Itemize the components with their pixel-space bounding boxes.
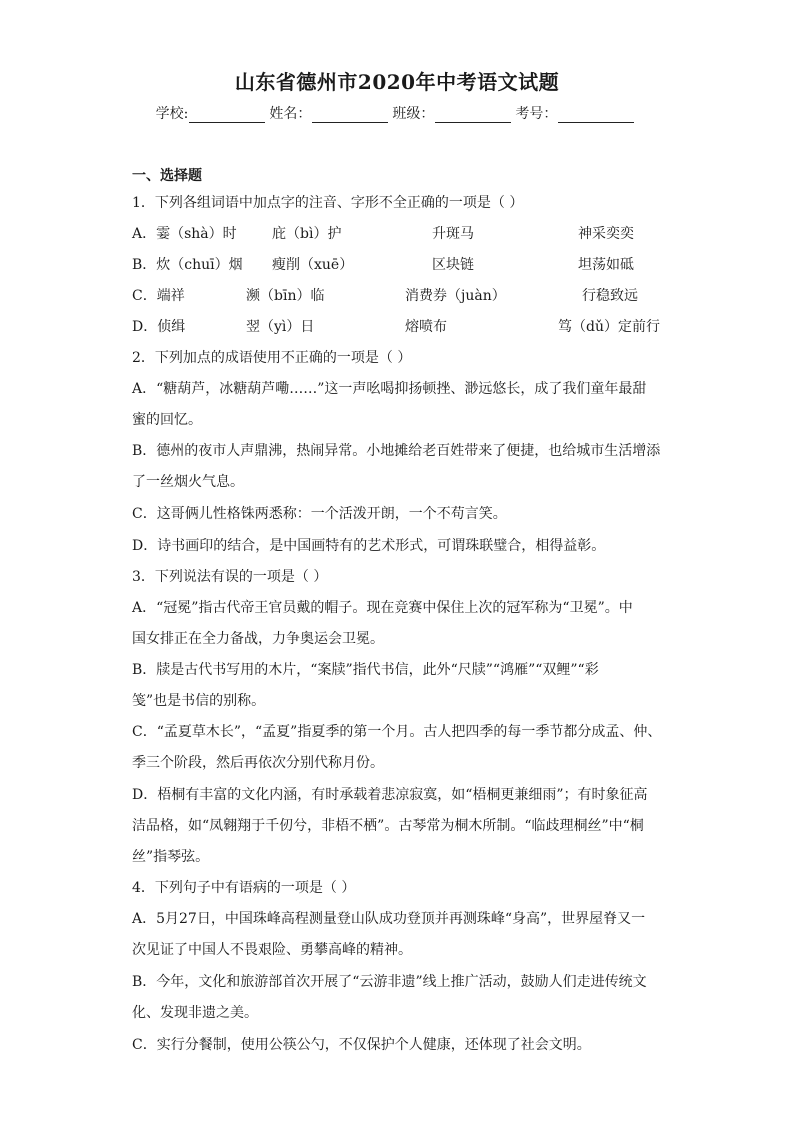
name-blank[interactable]: [312, 107, 388, 123]
q4-option-b-line1: B．今年，文化和旅游部首次开展了“云游非遗”线上推广活动，鼓励人们走进传统文: [132, 974, 647, 990]
q1-d-3: 熔喷布: [405, 319, 447, 335]
q1-a-4: 神采奕奕: [578, 226, 634, 242]
q1-a-1: A．霎（shà）时: [132, 226, 237, 242]
name-field: [269, 103, 390, 123]
q3-option-a-line2: 国女排正在全力备战，力争奥运会卫冕。: [132, 631, 384, 647]
q2-option-b-line1: B．德州的夜市人声鼎沸，热闹异常。小地摊给老百姓带来了便捷，也给城市生活增添: [132, 443, 661, 459]
q3-option-a-line1: A．“冠冕”指古代帝王官员戴的帽子。现在竞赛中保住上次的冠军称为“卫冕”。中: [132, 600, 633, 616]
q3-option-b-line1: B．牍是古代书写用的木片，“案牍”指代书信，此外“尺牍”“鸿雁”“双鲤”“彩: [132, 662, 599, 678]
q3-option-d-line3: 丝”指琴弦。: [132, 849, 210, 865]
q1-a-2: 庇（bì）护: [272, 226, 342, 242]
class-field: [392, 103, 513, 123]
q2-option-d: D．诗书画印的结合，是中国画特有的艺术形式，可谓珠联璧合，相得益彰。: [132, 538, 606, 554]
q2-option-a-line1: A．“糖葫芦，冰糖葫芦嘞……”这一声吆喝抑扬顿挫、渺远悠长，成了我们童年最甜: [132, 381, 647, 397]
q1-b-1: B．炊（chuī）烟: [132, 257, 243, 273]
class-label: 班级：: [392, 106, 435, 122]
q1-a-3: 升斑马: [432, 226, 474, 242]
q3-option-c-line2: 季三个阶段，然后再依次分别代称月份。: [132, 755, 384, 771]
q4-option-a-line1: A．5月27日，中国珠峰高程测量登山队成功登顶并再测珠峰“身高”，世界屋脊又一: [132, 911, 646, 927]
q2-stem: 2．下列加点的成语使用不正确的一项是（ ）: [132, 350, 412, 366]
q1-c-2: 濒（bīn）临: [246, 288, 325, 304]
name-label: 姓名：: [269, 106, 312, 122]
q4-stem: 4．下列句子中有语病的一项是（ ）: [132, 880, 356, 896]
exam-no-blank[interactable]: [558, 107, 634, 123]
q1-b-2: 瘦削（xuē）: [272, 257, 354, 273]
q3-option-d-line2: 洁品格，如“凤翱翔于千仞兮，非梧不栖”。古琴常为桐木所制。“临歧理桐丝”中“桐: [132, 818, 644, 834]
q2-option-a-line2: 蜜的回忆。: [132, 412, 202, 428]
q3-option-b-line2: 笺”也是书信的别称。: [132, 693, 266, 709]
q1-d-4: 笃（dǔ）定前行: [558, 319, 660, 335]
q1-b-3: 区块链: [432, 257, 474, 273]
class-blank[interactable]: [435, 107, 511, 123]
school-blank[interactable]: [189, 107, 265, 123]
q3-option-d-line1: D．梧桐有丰富的文化内涵，有时承载着悲凉寂寞，如“梧桐更兼细雨”；有时象征高: [132, 787, 648, 803]
q1-d-2: 翌（yì）日: [246, 319, 315, 335]
q1-b-4: 坦荡如砥: [578, 257, 634, 273]
q4-option-c: C．实行分餐制，使用公筷公勺，不仅保护个人健康，还体现了社会文明。: [132, 1037, 591, 1053]
q3-stem: 3．下列说法有误的一项是（ ）: [132, 569, 328, 585]
q1-c-4: 行稳致远: [582, 288, 638, 304]
q2-option-b-line2: 了一丝烟火气息。: [132, 474, 244, 490]
school-label: 学校:: [155, 106, 189, 122]
q2-option-c: C．这哥俩儿性格铢两悉称：一个活泼开朗，一个不苟言笑。: [132, 506, 507, 522]
q3-option-c-line1: C．“孟夏草木长”，“孟夏”指夏季的第一个月。古人把四季的每一季节都分成孟、仲、: [132, 724, 662, 740]
exam-no-label: 考号：: [515, 106, 558, 122]
q1-c-3: 消费券（juàn）: [405, 288, 506, 304]
page-title: 山东省德州市2020年中考语文试题: [234, 70, 560, 94]
student-info-row: [0, 103, 794, 123]
q1-c-1: C．端祥: [132, 288, 185, 304]
school-field: [156, 103, 268, 123]
exam-no-field: [515, 103, 636, 123]
q4-option-b-line2: 化、发现非遗之美。: [132, 1005, 258, 1021]
section-heading: 一、选择题: [132, 168, 202, 184]
q4-option-a-line2: 次见证了中国人不畏艰险、勇攀高峰的精神。: [132, 942, 412, 958]
q1-d-1: D．侦缉: [132, 319, 186, 335]
q1-stem: 1．下列各组词语中加点字的注音、字形不全正确的一项是（ ）: [132, 195, 524, 211]
